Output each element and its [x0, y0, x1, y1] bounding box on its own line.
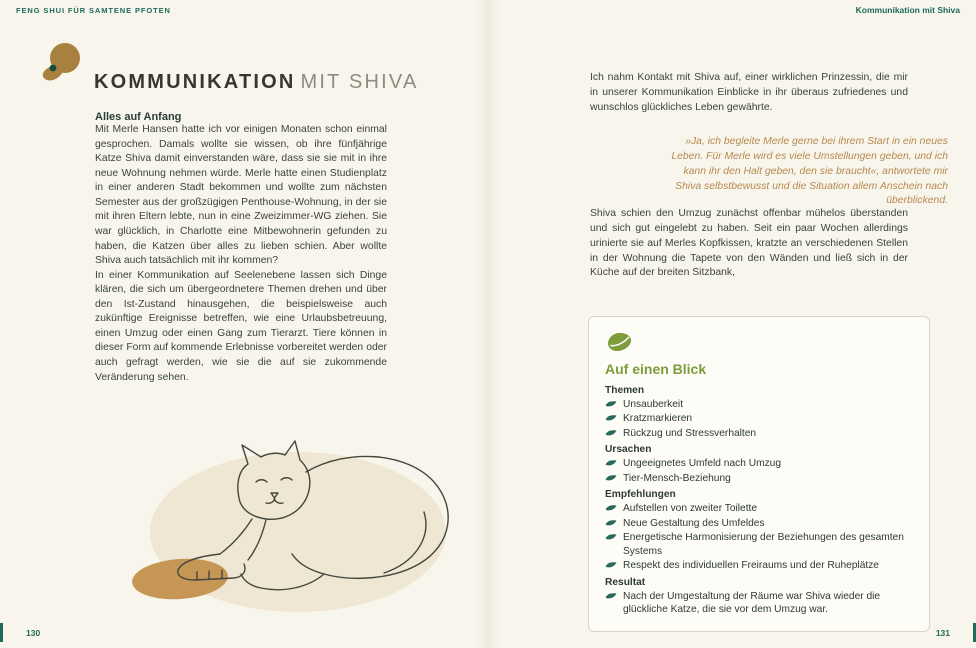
leaf-bullet-icon [605, 429, 617, 438]
leaf-bullet-icon [605, 400, 617, 409]
glance-box [588, 316, 930, 632]
running-head-right: Kommunikation mit Shiva [855, 5, 960, 15]
list-item [605, 559, 913, 572]
list-item [605, 502, 913, 515]
left-page-body [95, 123, 387, 385]
glance-section-heading: Themen [605, 385, 645, 396]
list-item-text: Ungeeignetes Umfeld nach Umzug [623, 458, 781, 470]
pull-quote: »Ja, ich begleite Merle gerne bei ihrem Start in ein neues Leben. Für Merle wird es viele Umstellungen geben, und ich kann ihr den Halt geben, den sie braucht«, antwortete mir Shiva selbstbewusst und die Situation allem Anschein nach überblickend. [671, 136, 948, 207]
page-number-left: 130 [26, 628, 41, 638]
list-item-text: Unsauberkeit [623, 399, 684, 410]
cat-illustration [85, 424, 475, 630]
list-item [605, 457, 913, 470]
body-paragraph: In einer Kommunikation auf Seelenebene lassen sich Dinge klären, die sich um übergeordnetere Themen drehen und über den Ist-Zustand hinausgehen, die beispielsweise auch zukünftige Ereignisse betreffen, wie eine Urlaubsbetreuung, einen Umzug oder einen Gang zum Tierarzt. Tiere können in dieser Form auf kommende Erlebnisse vorbereitet werden oder auch gefragt werden, wie sie die auf sie zukommende Veränderung sehen. [95, 269, 387, 383]
leaf-bullet-icon [605, 474, 617, 483]
intro-paragraph: Ich nahm Kontakt mit Shiva auf, einer wirklichen Prinzessin, die mir in unserer Kommunikation Einblicke in ihr überaus zufriedenes und wunschlos glückliches Leben gewährte. [590, 72, 908, 113]
list-item-text: Neue Gestaltung des Umfeldes [623, 517, 765, 529]
list-item-text: Kratzmarkieren [623, 413, 693, 425]
list-item [605, 472, 913, 485]
leaf-bullet-icon [605, 519, 617, 528]
snail-icon [38, 40, 86, 84]
list-item-text: Rückzug und Stressverhalten [623, 427, 757, 439]
list-item-text: Tier-Mensch-Beziehung [623, 472, 731, 484]
glance-section-heading: Empfehlungen [605, 489, 676, 501]
glance-box-title: Auf einen Blick [605, 361, 707, 377]
center-fold [477, 0, 499, 648]
body-paragraph: Shiva schien den Umzug zunächst offenbar mühelos überstanden und sich gut eingelebt zu haben. Seit ein paar Wochen allerdings urinierte sie auf Merles Kopfkissen, kratzte an verschiedenen Stellen in der Wohnung die Tapete von den Wänden und ließ sich in der Küche auf der breiten Sitzbank, [590, 208, 908, 279]
chapter-title-sub: MIT SHIVA [300, 71, 419, 94]
section-heading: Alles auf Anfang [95, 111, 182, 124]
list-item-text: Aufstellen von zweiter Toilette [623, 503, 758, 515]
glance-section-heading: Ursachen [605, 444, 652, 456]
glance-section-heading: Resultat [605, 576, 646, 588]
leaf-bullet-icon [605, 504, 617, 513]
list-item-text: Respekt des individuellen Freiraums und der Ruheplätze [623, 560, 879, 572]
list-item-text: Nach der Umgestaltung der Räume war Shiva wieder die glückliche Katze, die sie vor dem Umzug war. [623, 590, 881, 615]
bean-icon [605, 330, 635, 354]
chapter-title [94, 71, 419, 94]
list-item [605, 412, 913, 425]
list-item-text: Energetische Harmonisierung der Beziehungen des gesamten Systems [623, 532, 904, 557]
running-head-left: FENG SHUI FÜR SAMTENE PFOTEN [16, 6, 171, 15]
list-item [605, 398, 913, 411]
body-paragraph: Mit Merle Hansen hatte ich vor einigen Monaten schon einmal gesprochen. Damals wollte sie wissen, ob ihre fünfjährige Katze Shiva damit einverstanden wäre, dass sie sie mit in ihre neue Wohnung nehmen würde. Merle hatte einen Studienplatz in einer anderen Stadt bekommen und wollte zum nächsten Semester aus der großzügigen Penthouse-Wohnung, in der sie mit ihren Eltern lebte, nun in eine Zweizimmer-WG ziehen. Sie war glücklich, in Charlotte eine Mitbewohnerin gefunden zu haben, die Katzen über alles zu lieben schien. Aber wollte Shiva auch tatsächlich mit ihr kommen? [95, 124, 387, 267]
leaf-bullet-icon [605, 414, 617, 423]
list-item [605, 590, 913, 617]
list-item [605, 427, 913, 440]
leaf-bullet-icon [605, 561, 617, 570]
leaf-bullet-icon [605, 459, 617, 468]
list-item [605, 517, 913, 530]
page-number-right: 131 [935, 628, 950, 638]
list-item [605, 531, 913, 558]
leaf-bullet-icon [605, 592, 617, 601]
trim-mark-left [0, 623, 3, 642]
leaf-bullet-icon [605, 533, 617, 542]
chapter-title-main: KOMMUNIKATION [94, 71, 296, 94]
